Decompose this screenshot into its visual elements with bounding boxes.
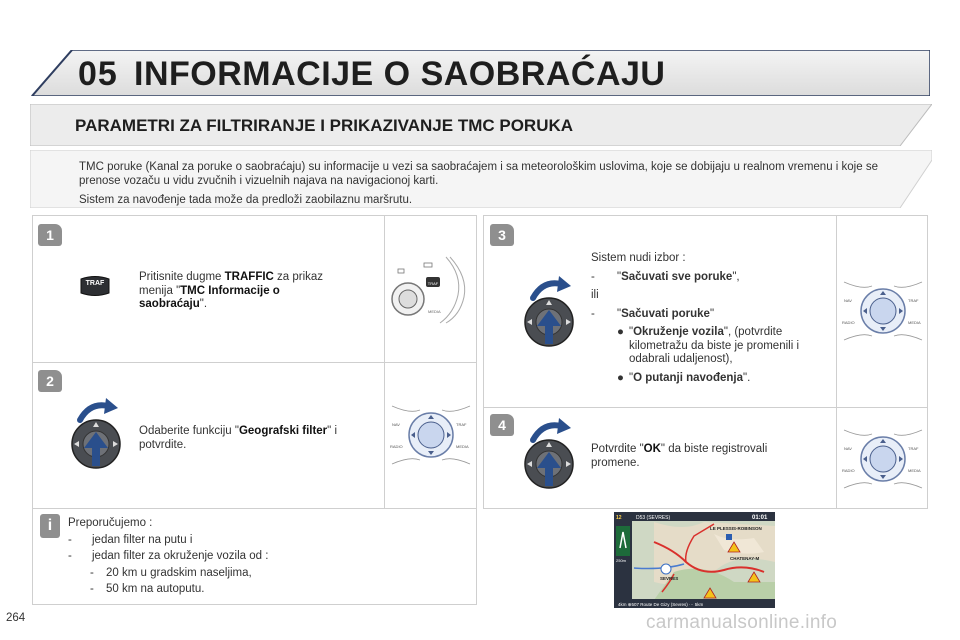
suboption-1-label: Okruženje vozila <box>633 326 724 338</box>
step-2-text <box>139 425 364 452</box>
intro-paragraph: Sistem za navođenje tada može da predloži zaobilaznu maršrutu. <box>79 194 413 206</box>
map-city-label: LE PLESSIS-ROBINSON <box>710 526 762 531</box>
map-scale: 250m <box>616 558 627 563</box>
list-dash: - <box>68 533 72 546</box>
step-3-text <box>591 252 827 385</box>
step-2-text-part: " i potvrdite. <box>139 425 338 451</box>
intro-text <box>79 160 899 212</box>
map-city-label: SEVRES <box>660 576 679 581</box>
controller-label-traf: TRAF <box>908 298 919 303</box>
list-item-text: 50 km na autoputu. <box>106 583 205 595</box>
suboption-1-suffix: ", (potvrdite kilometražu da biste je promenili i odabrali udaljenost), <box>629 326 800 365</box>
rotary-knob-icon <box>519 418 579 498</box>
radio-panel-illustration <box>388 255 472 325</box>
watermark: carmanualsonline.info <box>646 612 838 633</box>
map-city-label: CHATENAY-M <box>730 556 760 561</box>
option-2-suffix: " <box>709 307 715 320</box>
tip-content <box>68 517 468 597</box>
panel-divider <box>836 408 837 508</box>
panel-divider <box>384 363 385 508</box>
bullet-icon: ● <box>617 371 624 384</box>
option-2: - "Sačuvati poruke" <box>591 307 715 320</box>
list-subitem <box>68 583 468 597</box>
controller-label-traf: TRAF <box>908 446 919 451</box>
step-4-badge: 4 <box>490 414 514 436</box>
info-icon: i <box>40 514 60 538</box>
svg-text:12: 12 <box>616 515 622 521</box>
suboption-2-suffix: ". <box>743 371 751 384</box>
navigation-controller-illustration <box>842 276 924 346</box>
suboption-2-label: O putanji navođenja <box>633 371 743 384</box>
panel-divider <box>384 216 385 362</box>
step-4-text-part: " da biste registrovali promene. <box>591 443 768 469</box>
step-1-text-part: Pritisnite dugme <box>139 271 225 283</box>
rotary-knob-icon <box>66 398 126 478</box>
option-1-suffix: ", <box>732 270 740 283</box>
controller-label-media: MEDIA <box>456 444 469 449</box>
step-1-menu-name: TMC Informacije o saobraćaju <box>139 284 280 310</box>
tip-title: Preporučujemo : <box>68 517 153 529</box>
chapter-title: INFORMACIJE O SAOBRAĆAJU <box>134 55 666 93</box>
chapter-number: 05 <box>78 55 118 93</box>
suboption-2: ● "O putanji navođenja". <box>617 371 751 384</box>
option-2-label: Sačuvati poruke <box>621 307 710 320</box>
svg-text:MEDIA: MEDIA <box>428 309 441 314</box>
step-2-text-part: Odaberite funkciju " <box>139 425 239 437</box>
step-1-text-part: za prikaz menija " <box>139 271 324 297</box>
step-4-ok-label: OK <box>643 443 661 455</box>
controller-label-nav: NAV <box>844 298 852 303</box>
svg-text:TRAF: TRAF <box>427 281 439 286</box>
step-3-intro: Sistem nudi izbor : <box>591 252 686 264</box>
traffic-button-label: TRAF <box>85 280 105 287</box>
traffic-button <box>78 275 112 297</box>
step-1-text-part: ". <box>199 298 208 310</box>
controller-label-media: MEDIA <box>908 320 921 325</box>
step-2-function-name: Geografski filter <box>238 425 328 437</box>
map-road-label: D53 (SEVRES) <box>636 515 671 521</box>
controller-label-radio: RADIO <box>390 444 403 449</box>
step-3-badge: 3 <box>490 224 514 246</box>
map-bottom-bar: 4km ⊕507 Route De Gizy (Sevres) ··· 5km <box>618 602 704 607</box>
list-subitem <box>68 567 468 581</box>
list-dash: - <box>90 566 94 579</box>
step-4-text-part: Potvrdite " <box>591 443 644 455</box>
controller-label-traf: TRAF <box>456 422 467 427</box>
controller-label-nav: NAV <box>392 422 400 427</box>
list-item-text: jedan filter za okruženje vozila od : <box>92 550 269 562</box>
list-dash: - <box>68 550 72 562</box>
step-4-text <box>591 443 801 470</box>
bullet-icon: ● <box>617 326 624 338</box>
list-dash: - <box>591 270 595 283</box>
option-1: - "Sačuvati sve poruke", <box>591 270 740 283</box>
controller-label-media: MEDIA <box>908 468 921 473</box>
step-1-badge: 1 <box>38 224 62 246</box>
page-number: 264 <box>6 612 26 624</box>
list-item-text: 20 km u gradskim naseljima, <box>106 566 252 579</box>
controller-label-nav: NAV <box>844 446 852 451</box>
intro-paragraph: TMC poruke (Kanal za poruke o saobraćaju) su informacije u vezi sa saobraćajem i sa meteorološkim uslovima, koje se dobijaju u realnom vremenu i koje se prenose vozaču u vidu zvučnih i vizuelnih najava na navigacionoj karti. <box>79 161 878 187</box>
step-1-button-name: TRAFFIC <box>224 271 274 283</box>
controller-label-radio: RADIO <box>842 468 855 473</box>
navigation-controller-illustration <box>390 400 472 470</box>
suboption-1: ● "Okruženje vozila", (potvrdite kilometražu da biste je promenili i odabrali udaljenost), <box>617 326 800 365</box>
option-1-label: Sačuvati sve poruke <box>621 270 733 283</box>
list-item <box>68 550 468 564</box>
list-item <box>68 534 468 548</box>
navigation-map-screenshot <box>614 512 775 608</box>
step-2-badge: 2 <box>38 370 62 392</box>
controller-label-radio: RADIO <box>842 320 855 325</box>
rotary-knob-icon <box>519 276 579 356</box>
panel-divider <box>836 216 837 407</box>
list-dash: - <box>591 307 595 320</box>
step-1-text <box>139 271 349 312</box>
navigation-controller-illustration <box>842 424 924 494</box>
section-title: PARAMETRI ZA FILTRIRANJE I PRIKAZIVANJE TMC PORUKA <box>75 116 574 135</box>
or-text: ili <box>591 289 599 301</box>
list-dash: - <box>90 583 94 595</box>
list-item-text: jedan filter na putu i <box>92 533 193 546</box>
map-clock: 01:01 <box>752 515 768 521</box>
